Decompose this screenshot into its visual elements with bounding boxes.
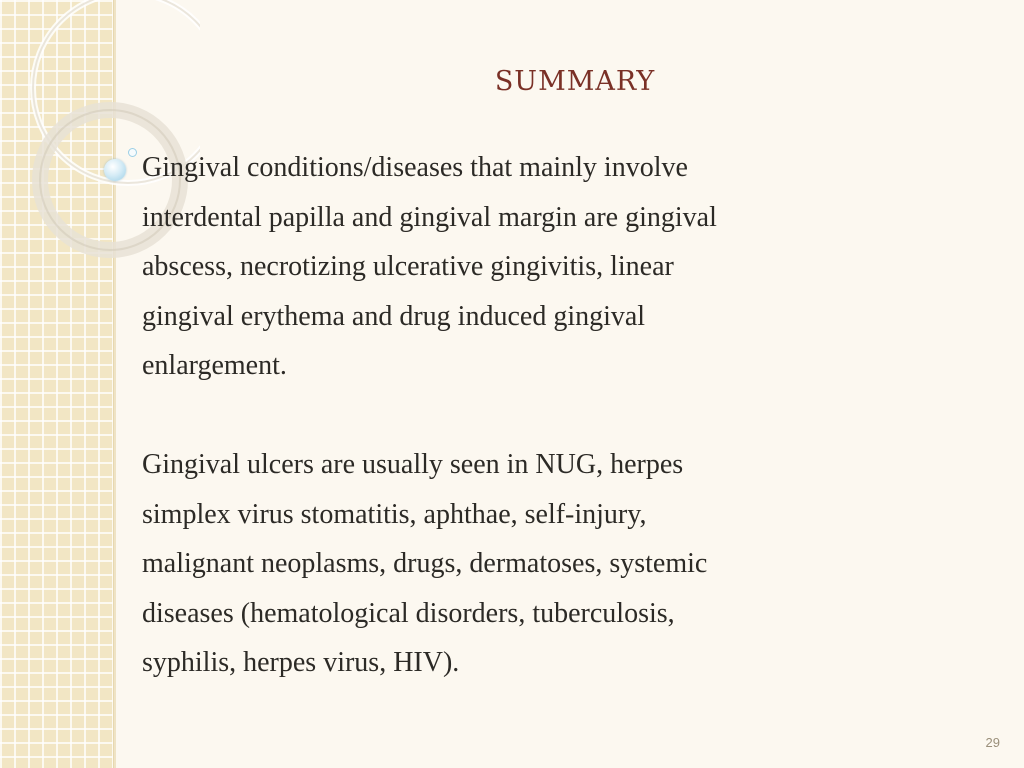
paragraph-gingival-ulcers: Gingival ulcers are usually seen in NUG, herpes simplex virus stomatitis, aphthae, self-injury, malignant neoplasms, drugs, dermatoses, systemic diseases (hematological disorders, tuberculosis, syphilis, herpes virus, HIV). <box>142 449 708 678</box>
paragraph-spacer <box>142 391 862 441</box>
paragraph-gingival-conditions: Gingival conditions/diseases that mainly involve interdental papilla and gingival margin are gingival abscess, necrotizing ulcerative gingivitis, linear gingival erythema and drug induced gingival enlargement. <box>142 152 717 381</box>
bullet-small-circle-icon <box>128 148 137 157</box>
band-edge-divider <box>114 0 116 768</box>
slide-title: summary <box>494 55 656 99</box>
page-number: 29 <box>985 735 1000 750</box>
left-pattern-band <box>0 0 114 768</box>
slide-body <box>142 143 862 688</box>
bullet-circle-icon <box>104 159 126 181</box>
